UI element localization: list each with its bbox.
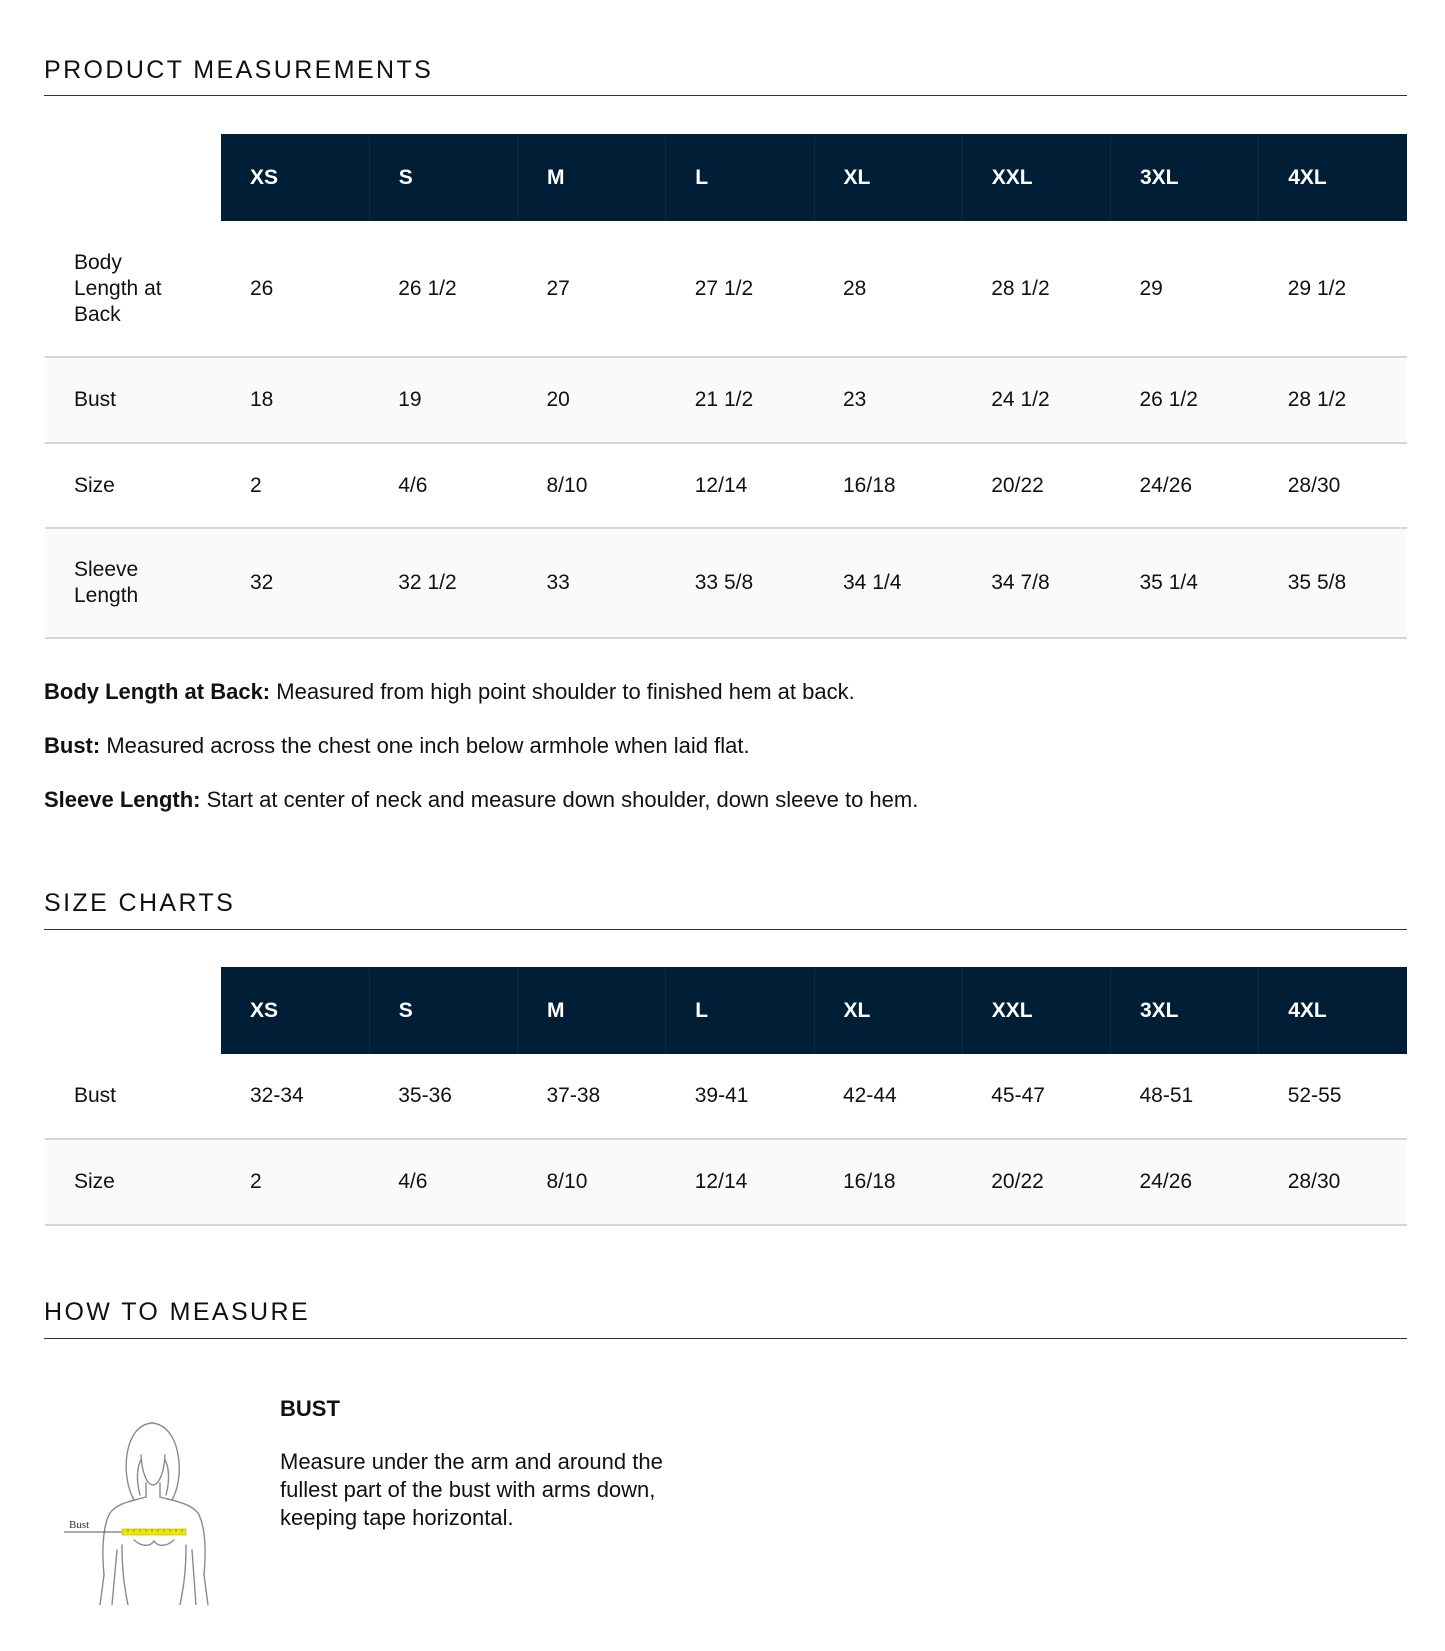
size-header-cell: S: [369, 967, 517, 1054]
row-label: Bust: [74, 1084, 117, 1107]
size-charts-title: SIZE CHARTS: [44, 889, 236, 917]
section-divider: [44, 929, 1407, 930]
size-header-cell: L: [666, 134, 814, 221]
table-row: [45, 221, 1407, 357]
bust-measure-figure: [62, 1405, 242, 1605]
bust-instruction-title: BUST: [280, 1396, 340, 1421]
definition-body-length: [44, 679, 855, 705]
definition-term: Body Length at Back:: [44, 679, 271, 704]
size-charts-table: [45, 967, 1407, 1226]
table-cell: 45-47: [991, 1084, 1045, 1107]
product-measurements-title: PRODUCT MEASUREMENTS: [44, 56, 434, 84]
table-cell: 20: [518, 357, 666, 443]
table-cell: 35 1/4: [1111, 528, 1259, 638]
size-header-cell: XL: [814, 967, 962, 1054]
row-label: Size: [74, 473, 115, 497]
table-cell: 34 7/8: [962, 528, 1110, 638]
table-cell: 28 1/2: [991, 276, 1050, 300]
size-header-cell: 4XL: [1259, 134, 1407, 221]
bust-instruction-text: Measure under the arm and around the fullest part of the bust with arms down, keeping tape horizontal.: [280, 1449, 663, 1530]
table-cell: 35-36: [398, 1084, 452, 1107]
table-row: [45, 528, 1407, 638]
table-cell: 35 5/8: [1259, 528, 1407, 638]
table-cell: 33: [518, 528, 666, 638]
size-header-cell: XS: [221, 134, 369, 221]
table-row: [45, 1139, 1407, 1225]
table-cell: 26 1/2: [1111, 357, 1259, 443]
table-cell: 48-51: [1139, 1084, 1194, 1107]
table-cell: 28/30: [1259, 1139, 1407, 1225]
definition-term: Sleeve Length:: [44, 787, 201, 812]
definition-text: Measured from high point shoulder to finished hem at back.: [270, 679, 855, 704]
size-header-cell: XL: [814, 134, 962, 221]
size-header-cell: XS: [221, 967, 369, 1054]
size-header-cell: S: [369, 134, 517, 221]
table-cell: 19: [369, 357, 517, 443]
figure-bust-label: Bust: [69, 1519, 90, 1531]
table-cell: 29 1/2: [1287, 276, 1347, 300]
table-row: [45, 357, 1407, 443]
size-header-cell: M: [518, 134, 666, 221]
size-header-cell: 4XL: [1259, 967, 1407, 1054]
definition-bust: [44, 733, 750, 759]
size-header-cell: 3XL: [1111, 967, 1259, 1054]
size-header-cell: 3XL: [1111, 134, 1259, 221]
table-cell: 4/6: [369, 1139, 517, 1225]
definition-term: Bust:: [44, 733, 101, 758]
header-blank-cell: [45, 967, 221, 1054]
section-divider: [44, 95, 1407, 96]
table-cell: 39-41: [694, 1084, 749, 1107]
table-cell: 16/18: [814, 1139, 962, 1225]
table-cell: 8/10: [518, 1139, 666, 1225]
table-cell: 16/18: [843, 473, 896, 497]
table-cell: 20/22: [991, 473, 1044, 497]
table-row: [45, 443, 1407, 528]
table-cell: 52-55: [1287, 1084, 1342, 1107]
section-divider: [44, 1338, 1407, 1339]
row-label: Bust: [45, 357, 221, 443]
table-cell: 32: [221, 528, 369, 638]
row-label: Size: [45, 1139, 221, 1225]
table-cell: 27: [546, 276, 570, 300]
table-cell: 29: [1139, 276, 1163, 300]
table-cell: 4/6: [398, 473, 428, 497]
table-cell: 26: [250, 276, 274, 300]
header-blank-cell: [45, 134, 221, 221]
table-cell: 2: [221, 1139, 369, 1225]
table-cell: 21 1/2: [666, 357, 814, 443]
table-cell: 24 1/2: [962, 357, 1110, 443]
size-header-cell: XXL: [962, 967, 1110, 1054]
table-cell: 28 1/2: [1259, 357, 1407, 443]
table-cell: 12/14: [694, 473, 748, 497]
table-row: [45, 1054, 1407, 1139]
definition-sleeve-length: [44, 787, 918, 813]
table-cell: 28/30: [1287, 473, 1341, 497]
table-cell: 32-34: [250, 1084, 304, 1107]
table-cell: 26 1/2: [398, 276, 457, 300]
definition-text: Measured across the chest one inch below armhole when laid flat.: [100, 733, 750, 758]
product-measurements-table: [45, 134, 1407, 639]
table-cell: 18: [221, 357, 369, 443]
table-cell: 37-38: [546, 1084, 601, 1107]
size-header-cell: M: [518, 967, 666, 1054]
table-cell: 42-44: [843, 1084, 897, 1107]
table-cell: 2: [250, 473, 262, 497]
table-cell: 34 1/4: [814, 528, 962, 638]
size-header-cell: XXL: [962, 134, 1110, 221]
row-label: Sleeve Length: [45, 528, 221, 638]
table-cell: 32 1/2: [369, 528, 517, 638]
definition-text: Start at center of neck and measure down shoulder, down sleeve to hem.: [200, 787, 919, 812]
size-header-row: [45, 967, 1407, 1054]
table-cell: 27 1/2: [694, 276, 754, 300]
size-header-cell: L: [666, 967, 814, 1054]
table-cell: 28: [843, 276, 867, 300]
table-cell: 33 5/8: [666, 528, 814, 638]
table-cell: 24/26: [1139, 473, 1193, 497]
how-to-measure-title: HOW TO MEASURE: [44, 1298, 311, 1326]
table-cell: 20/22: [962, 1139, 1110, 1225]
table-cell: 23: [814, 357, 962, 443]
table-cell: 12/14: [666, 1139, 814, 1225]
row-label: Body Length at Back: [74, 250, 162, 326]
size-header-row: [45, 134, 1407, 221]
table-cell: 8/10: [546, 473, 588, 497]
table-cell: 24/26: [1111, 1139, 1259, 1225]
